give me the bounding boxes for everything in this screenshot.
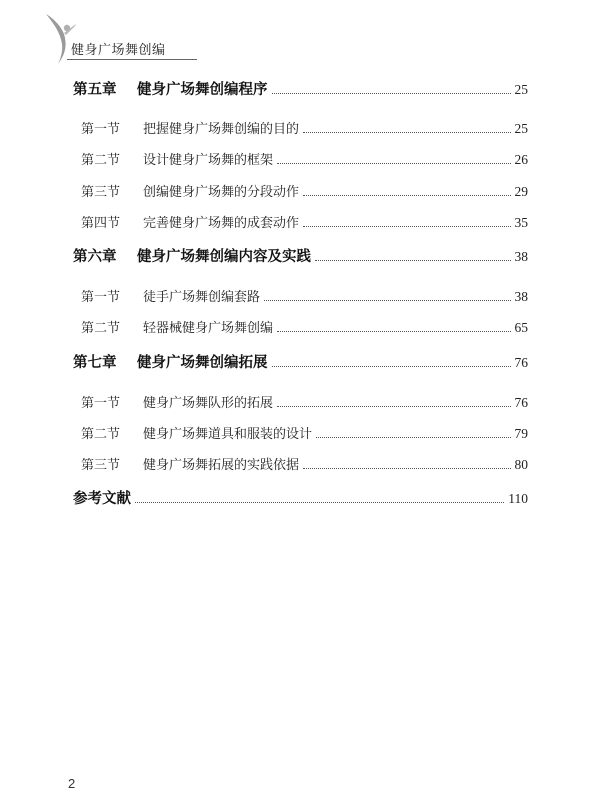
chapter-number: 第五章: [73, 81, 117, 98]
section-title: 轻器械健身广场舞创编: [143, 321, 274, 336]
toc-section-7-2[interactable]: [73, 423, 528, 442]
page-ref: 38: [514, 249, 528, 264]
toc-section-6-1[interactable]: [73, 286, 528, 305]
dot-leader: [316, 436, 510, 438]
section-title: 完善健身广场舞的成套动作: [143, 216, 300, 231]
dot-leader: [277, 330, 510, 332]
page-ref: 35: [514, 215, 528, 230]
toc-chapter-5[interactable]: [73, 78, 528, 99]
section-number: 第一节: [81, 122, 121, 137]
dot-leader: [272, 365, 511, 367]
section-title: 健身广场舞队形的拓展: [143, 396, 274, 411]
page-ref: 76: [514, 355, 528, 370]
page-ref: 65: [514, 320, 528, 335]
section-title: 创编健身广场舞的分段动作: [143, 185, 300, 200]
section-title: 健身广场舞拓展的实践依据: [143, 458, 300, 473]
page-ref: 110: [508, 491, 528, 506]
toc-references[interactable]: [73, 487, 528, 508]
chapter-title: 健身广场舞创编内容及实践: [137, 248, 311, 265]
references-title: 参考文献: [73, 490, 131, 507]
dot-leader: [303, 225, 510, 227]
header-rule: [67, 59, 197, 60]
dot-leader: [303, 467, 510, 469]
section-title: 徒手广场舞创编套路: [143, 290, 261, 305]
section-number: 第二节: [81, 153, 121, 168]
page-ref: 38: [514, 289, 528, 304]
page-ref: 25: [514, 82, 528, 97]
page-ref: 25: [514, 121, 528, 136]
section-title: 把握健身广场舞创编的目的: [143, 122, 300, 137]
section-number: 第三节: [81, 458, 121, 473]
section-number: 第一节: [81, 290, 121, 305]
page-ref: 76: [514, 395, 528, 410]
chapter-number: 第七章: [73, 354, 117, 371]
toc-section-5-3[interactable]: [73, 181, 528, 200]
toc-chapter-7[interactable]: [73, 351, 528, 372]
section-number: 第三节: [81, 185, 121, 200]
dot-leader: [303, 194, 510, 196]
dot-leader: [135, 501, 504, 503]
section-title: 设计健身广场舞的框架: [143, 153, 274, 168]
chapter-title: 健身广场舞创编程序: [137, 81, 268, 98]
toc-section-7-1[interactable]: [73, 392, 528, 411]
section-number: 第一节: [81, 396, 121, 411]
dot-leader: [303, 131, 510, 133]
chapter-title: 健身广场舞创编拓展: [137, 354, 268, 371]
page-ref: 29: [514, 184, 528, 199]
toc-section-6-2[interactable]: [73, 317, 528, 336]
page-ref: 79: [514, 426, 528, 441]
running-title: 健身广场舞创编: [71, 43, 166, 58]
dot-leader: [272, 92, 511, 94]
section-number: 第二节: [81, 321, 121, 336]
toc-section-5-2[interactable]: [73, 149, 528, 168]
page-number: 2: [68, 776, 76, 791]
dot-leader: [315, 259, 511, 261]
toc-section-5-1[interactable]: [73, 118, 528, 137]
chapter-number: 第六章: [73, 248, 117, 265]
toc-chapter-6[interactable]: [73, 245, 528, 266]
page-ref: 26: [514, 152, 528, 167]
toc-section-5-4[interactable]: [73, 212, 528, 231]
toc-section-7-3[interactable]: [73, 454, 528, 473]
section-title: 健身广场舞道具和服装的设计: [143, 427, 313, 442]
section-number: 第二节: [81, 427, 121, 442]
page-ref: 80: [514, 457, 528, 472]
dot-leader: [277, 162, 510, 164]
dot-leader: [264, 299, 510, 301]
dot-leader: [277, 405, 510, 407]
running-header: [40, 10, 560, 70]
section-number: 第四节: [81, 216, 121, 231]
